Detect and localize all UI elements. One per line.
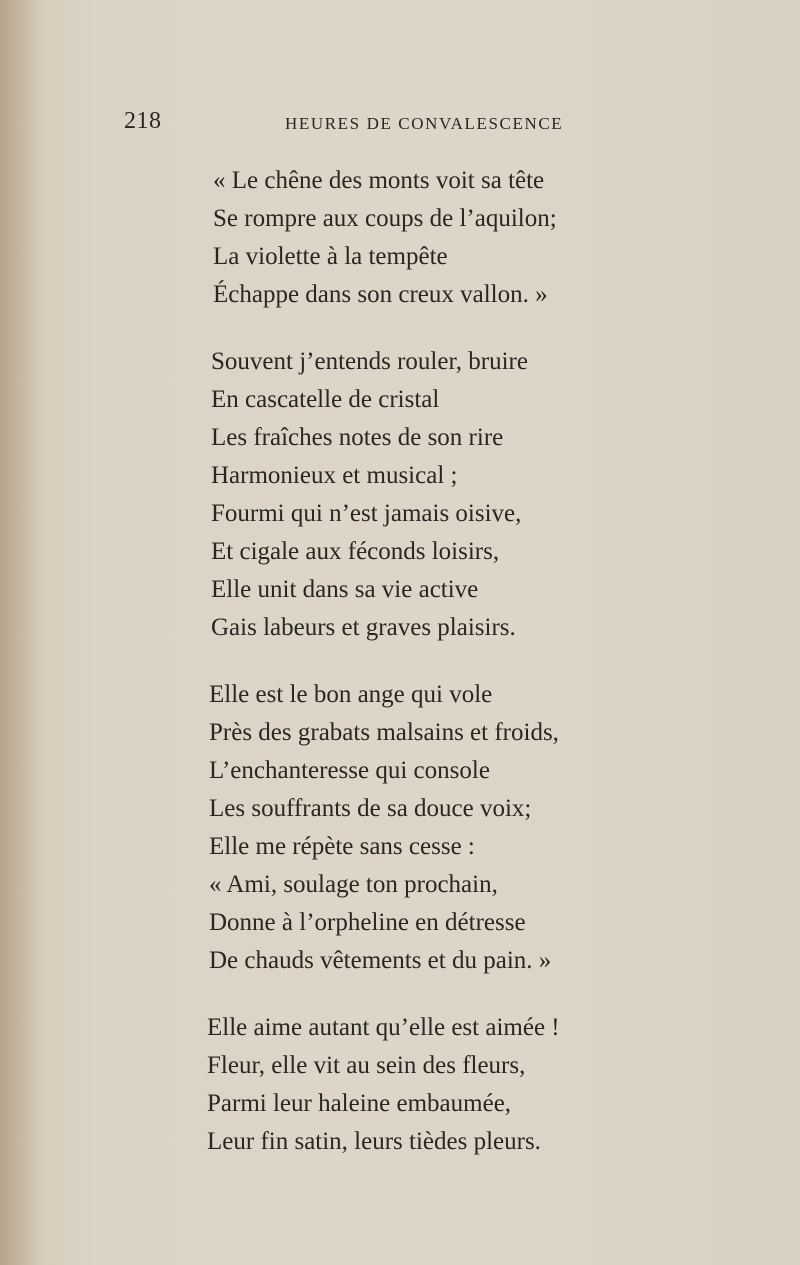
poem-line: Parmi leur haleine embaumée, [207,1090,512,1117]
poem-line: Elle me répète sans cesse : [209,833,475,860]
poem-line: « Ami, soulage ton prochain, [209,871,498,898]
poem-line: Elle est le bon ange qui vole [209,681,493,708]
poem-line: La violette à la tempête [213,243,448,270]
stanza [0,343,800,647]
poem-line: Près des grabats malsains et froids, [209,719,559,746]
poem-line: Elle unit dans sa vie active [211,576,479,603]
poem-line: Harmonieux et musical ; [211,462,458,489]
poem-line: « Le chêne des monts voit sa tête [213,167,545,194]
stanza [0,162,800,314]
running-head [0,108,800,138]
poem-line: De chauds vêtements et du pain. » [209,947,552,974]
poem-line: Elle aime autant qu’elle est aimée ! [207,1014,560,1041]
poem-line: L’enchanteresse qui console [209,757,490,784]
poem-line: Fourmi qui n’est jamais oisive, [211,500,522,527]
poem-line: Les fraîches notes de son rire [211,424,504,451]
poem-line: Souvent j’entends rouler, bruire [211,348,528,375]
stanza [0,1009,800,1161]
stanza [0,676,800,980]
poem-line: Et cigale aux féconds loisirs, [211,538,500,565]
poem-line: En cascatelle de cristal [211,386,440,413]
poem-line: Les souffrants de sa douce voix; [209,795,532,822]
poem-line: Gais labeurs et graves plaisirs. [211,614,516,641]
poem-line: Échappe dans son creux vallon. » [213,281,548,308]
poem-line: Se rompre aux coups de l’aquilon; [213,205,557,232]
page-number: 218 [124,108,162,134]
poem-line: Leur fin satin, leurs tièdes pleurs. [207,1128,541,1155]
running-title: HEURES DE CONVALESCENCE [285,114,564,133]
poem [0,162,800,1190]
poem-line: Donne à l’orpheline en détresse [209,909,526,936]
poem-line: Fleur, elle vit au sein des fleurs, [207,1052,526,1079]
